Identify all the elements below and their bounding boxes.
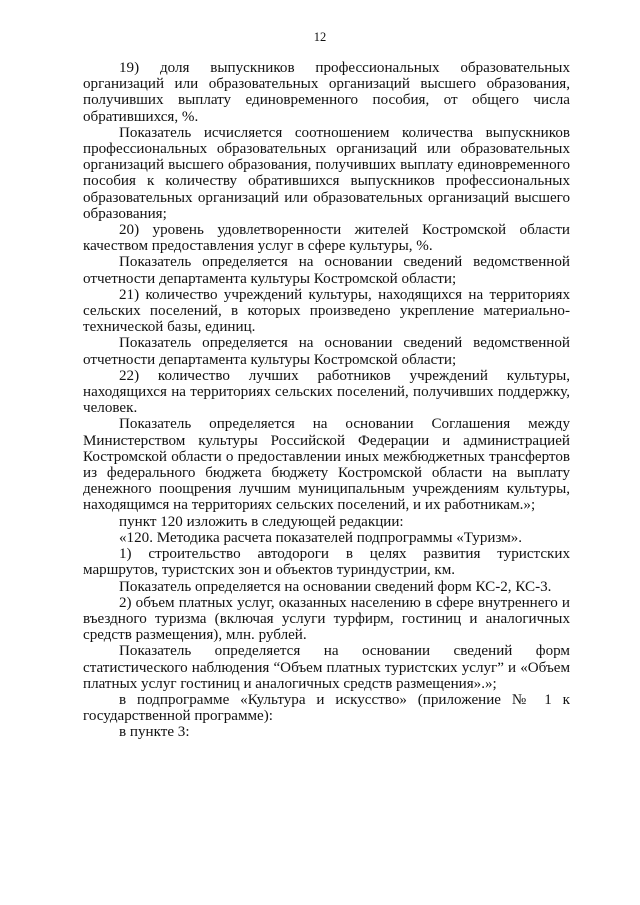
paragraph-indicator-22-method: Показатель определяется на основании Соглашения между Министерством культуры Российской Федерации и администрацией Костромской области о предоставлении иных межбюджетных трансфертов из федерального бюджета бюджету Костромской области на выплату денежного поощрения лучшим муниципальным учреждениям культуры, находящимся на территориях сельских поселений, и их работникам.»; xyxy=(83,416,570,514)
paragraph-indicator-19-method: Показатель исчисляется соотношением количества выпускников профессиональных образовательных организаций или образовательных организаций высшего образования, получивших выплату единовременного пособия к количеству обратившихся выпускников профессиональных образовательных организаций или образовательных организаций высшего образования; xyxy=(83,124,570,222)
paragraph-item-120-intro: пункт 120 изложить в следующей редакции: xyxy=(119,513,404,530)
paragraph-subprogram-culture: в подпрограмме «Культура и искусство» (приложение № 1 к государственной программе): xyxy=(83,691,570,725)
paragraph-indicator-19: 19) доля выпускников профессиональных образовательных организаций или образовательных организаций высшего образования, получивших выплату единовременного пособия, от общего числа обратившихся, %. xyxy=(83,60,570,125)
page-number: 12 xyxy=(313,30,327,44)
document-body xyxy=(83,60,570,741)
paragraph-indicator-21: 21) количество учреждений культуры, находящихся на территориях сельских поселений, в которых произведено укрепление материально-технической базы, единиц. xyxy=(83,286,570,336)
paragraph-item-3: в пункте 3: xyxy=(119,724,190,741)
paragraph-tourism-indicator-2-method: Показатель определяется на основании сведений форм статистического наблюдения “Объем платных туристских услуг” и «Объем платных услуг гостиниц и аналогичных средств размещения».»; xyxy=(83,643,570,692)
paragraph-tourism-indicator-1-method: Показатель определяется на основании сведений форм КС-2, КС-3. xyxy=(119,578,552,595)
paragraph-tourism-indicator-1: 1) строительство автодороги в целях развития туристских маршрутов, туристских зон и объектов туриндустрии, км. xyxy=(83,546,570,579)
paragraph-indicator-20: 20) уровень удовлетворенности жителей Костромской области качеством предоставления услуг в сфере культуры, %. xyxy=(83,222,570,255)
paragraph-item-120-title: «120. Методика расчета показателей подпрограммы «Туризм». xyxy=(119,529,523,546)
paragraph-indicator-22: 22) количество лучших работников учреждений культуры, находящихся на территориях сельских поселений, получивших поддержку, человек. xyxy=(83,367,570,417)
paragraph-tourism-indicator-2: 2) объем платных услуг, оказанных населению в сфере внутреннего и въездного туризма (включая услуги турфирм, гостиниц и аналогичных средств размещения), млн. рублей. xyxy=(83,594,570,644)
paragraph-indicator-20-method: Показатель определяется на основании сведений ведомственной отчетности департамента культуры Костромской области; xyxy=(83,254,570,287)
paragraph-indicator-21-method: Показатель определяется на основании сведений ведомственной отчетности департамента культуры Костромской области; xyxy=(83,335,570,368)
